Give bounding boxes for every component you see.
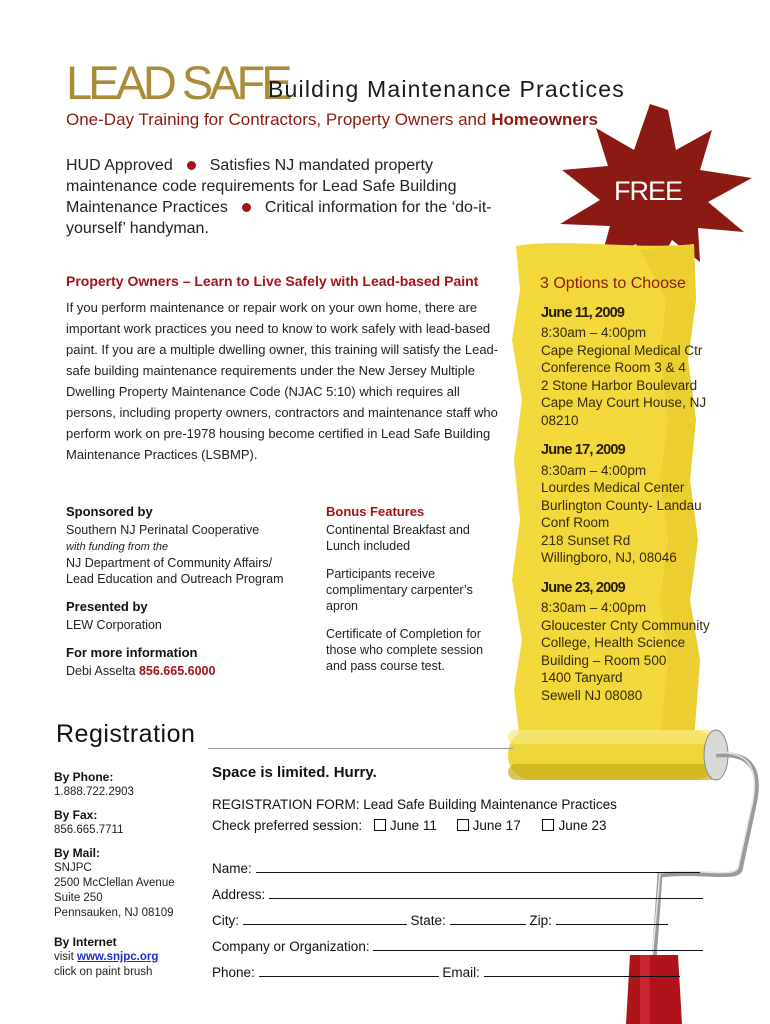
bonus-item: Participants receive complimentary carpenter’s apron bbox=[326, 567, 473, 613]
title-building-maintenance: Building Maintenance Practices bbox=[268, 76, 625, 102]
mail-line: SNJPC bbox=[54, 862, 92, 874]
sponsor-column bbox=[66, 494, 316, 679]
state-field[interactable] bbox=[450, 912, 526, 925]
session-line: College, Health Science bbox=[541, 635, 686, 650]
sponsor-program: Lead Education and Outreach Program bbox=[66, 572, 284, 586]
sponsor-dept: NJ Department of Community Affairs/ bbox=[66, 556, 273, 570]
email-field[interactable] bbox=[484, 964, 680, 977]
session-options bbox=[541, 275, 721, 704]
sponsor-org: Southern NJ Perinatal Cooperative bbox=[66, 523, 260, 537]
session-date: June 23, 2009 bbox=[541, 579, 625, 596]
session-line: 1400 Tanyard bbox=[541, 670, 623, 685]
phone-email-row bbox=[212, 964, 680, 980]
session-line: Conf Room bbox=[541, 515, 610, 530]
city-row bbox=[212, 912, 668, 928]
options-heading: 3 Options to Choose bbox=[540, 275, 686, 292]
company-field[interactable] bbox=[373, 938, 703, 951]
intro-hud: HUD Approved bbox=[66, 157, 173, 174]
address-label: Address: bbox=[212, 887, 266, 902]
intro-diy: Critical information for the ‘do-it-yourself’ handyman. bbox=[66, 199, 492, 237]
checkbox-june-17[interactable] bbox=[457, 819, 469, 831]
checkbox-june-11[interactable] bbox=[374, 819, 386, 831]
company-label: Company or Organization: bbox=[212, 939, 370, 954]
checkbox-label: June 17 bbox=[472, 818, 521, 833]
form-title: REGISTRATION FORM: Lead Safe Building Maintenance Practices bbox=[212, 797, 617, 812]
bonus-column bbox=[326, 494, 501, 674]
presented-label: Presented by bbox=[66, 599, 148, 614]
session-line: 8:30am – 4:00pm bbox=[541, 462, 647, 478]
visit-text: visit bbox=[54, 951, 77, 963]
checkbox-label: June 23 bbox=[558, 818, 607, 833]
by-internet-label: By Internet bbox=[54, 935, 117, 949]
bullet-dot-icon bbox=[242, 203, 251, 212]
session-line: 08210 bbox=[541, 412, 579, 428]
registration-title: Registration bbox=[56, 720, 196, 748]
contact-name: Debi Asselta bbox=[66, 664, 139, 678]
more-info-label: For more information bbox=[66, 645, 198, 660]
session-line: Building – Room 500 bbox=[541, 652, 667, 668]
session-line: 2 Stone Harbor Boulevard bbox=[541, 377, 698, 393]
more-info-contact bbox=[66, 663, 316, 679]
address-field[interactable] bbox=[269, 886, 703, 899]
zip-field[interactable] bbox=[556, 912, 668, 925]
bullet-dot-icon bbox=[187, 161, 196, 170]
by-mail-label: By Mail: bbox=[54, 846, 101, 860]
session-check-row bbox=[212, 818, 607, 833]
sponsor-funding: with funding from the bbox=[66, 541, 169, 553]
presenter-org: LEW Corporation bbox=[66, 618, 162, 632]
state-label: State: bbox=[410, 913, 446, 928]
checkbox-label: June 11 bbox=[389, 818, 437, 833]
reg-phone: 1.888.722.2903 bbox=[54, 786, 134, 798]
name-row bbox=[212, 860, 700, 876]
session-line: Willingboro, NJ, 08046 bbox=[541, 550, 677, 565]
property-owners-body: If you perform maintenance or repair work on your own home, there are important work practices you need to know to work safely with lead-based paint. If you are a multiple dwelling owner, this training will satisfy the Lead-safe building maintenance requirements under the New Jersey Multiple Dwelling Property Maintenance Code (NJAC 5:10) which requires all persons, including property owners, contractors and maintenance staff who perform work on pre-1978 housing become certified in Lead Safe Building Maintenance Practices (LSBMP). bbox=[66, 300, 499, 462]
by-fax-label: By Fax: bbox=[54, 808, 98, 822]
title-lead-safe: LEAD SAFE bbox=[66, 56, 289, 109]
session-line: 8:30am – 4:00pm bbox=[541, 600, 647, 615]
city-field[interactable] bbox=[243, 912, 407, 925]
mail-line: Suite 250 bbox=[54, 892, 103, 904]
session-line: Lourdes Medical Center bbox=[541, 480, 685, 495]
session-line: Burlington County- Landau bbox=[541, 497, 702, 513]
name-field[interactable] bbox=[256, 860, 700, 873]
address-row bbox=[212, 886, 703, 902]
free-badge: FREE bbox=[614, 176, 683, 206]
registration-methods bbox=[54, 770, 204, 980]
check-label: Check preferred session: bbox=[212, 818, 363, 833]
session-line: 218 Sunset Rd bbox=[541, 532, 631, 548]
zip-label: Zip: bbox=[529, 913, 552, 928]
website-link[interactable]: www.snjpc.org bbox=[77, 951, 159, 963]
subtitle-plain: One-Day Training for Contractors, Property Owners and bbox=[66, 110, 492, 129]
name-label: Name: bbox=[212, 861, 252, 876]
session-date: June 17, 2009 bbox=[541, 442, 625, 458]
subtitle-bold: Homeowners bbox=[491, 110, 598, 129]
bonus-label: Bonus Features bbox=[326, 504, 425, 519]
session-line: 8:30am – 4:00pm bbox=[541, 325, 647, 340]
phone-label: Phone: bbox=[212, 965, 255, 980]
session-line: Gloucester Cnty Community bbox=[541, 617, 710, 633]
bonus-item: Certificate of Completion for those who complete session and pass course test. bbox=[326, 627, 484, 673]
email-label: Email: bbox=[442, 965, 480, 980]
session-line: Cape Regional Medical Ctr bbox=[541, 342, 703, 358]
reg-fax: 856.665.7711 bbox=[54, 824, 124, 836]
property-owners-heading: Property Owners – Learn to Live Safely with Lead-based Paint bbox=[66, 273, 479, 289]
registration-form bbox=[212, 760, 712, 1000]
phone-field[interactable] bbox=[259, 964, 439, 977]
intro-text bbox=[66, 155, 506, 239]
intro-nj: Satisfies NJ mandated property maintenance code requirements for Lead Safe Building Maintenance Practices bbox=[66, 157, 457, 216]
by-phone-label: By Phone: bbox=[54, 770, 114, 784]
registration-divider bbox=[208, 748, 513, 749]
mail-line: Pennsauken, NJ 08109 bbox=[54, 907, 174, 919]
bonus-item: Continental Breakfast and Lunch included bbox=[326, 523, 470, 553]
company-row bbox=[212, 938, 703, 954]
hurry-text: Space is limited. Hurry. bbox=[212, 764, 377, 781]
session-line: Cape May Court House, NJ bbox=[541, 395, 707, 410]
subtitle bbox=[66, 110, 598, 130]
click-paint-brush: click on paint brush bbox=[54, 966, 153, 978]
session-line: Sewell NJ 08080 bbox=[541, 687, 643, 703]
session-line: Conference Room 3 & 4 bbox=[541, 360, 686, 375]
checkbox-june-23[interactable] bbox=[542, 819, 554, 831]
city-label: City: bbox=[212, 913, 239, 928]
session-date: June 11, 2009 bbox=[541, 304, 625, 321]
contact-phone: 856.665.6000 bbox=[138, 664, 216, 678]
internet-visit bbox=[54, 950, 204, 965]
sponsored-label: Sponsored by bbox=[66, 504, 153, 519]
mail-line: 2500 McClellan Avenue bbox=[54, 877, 175, 889]
